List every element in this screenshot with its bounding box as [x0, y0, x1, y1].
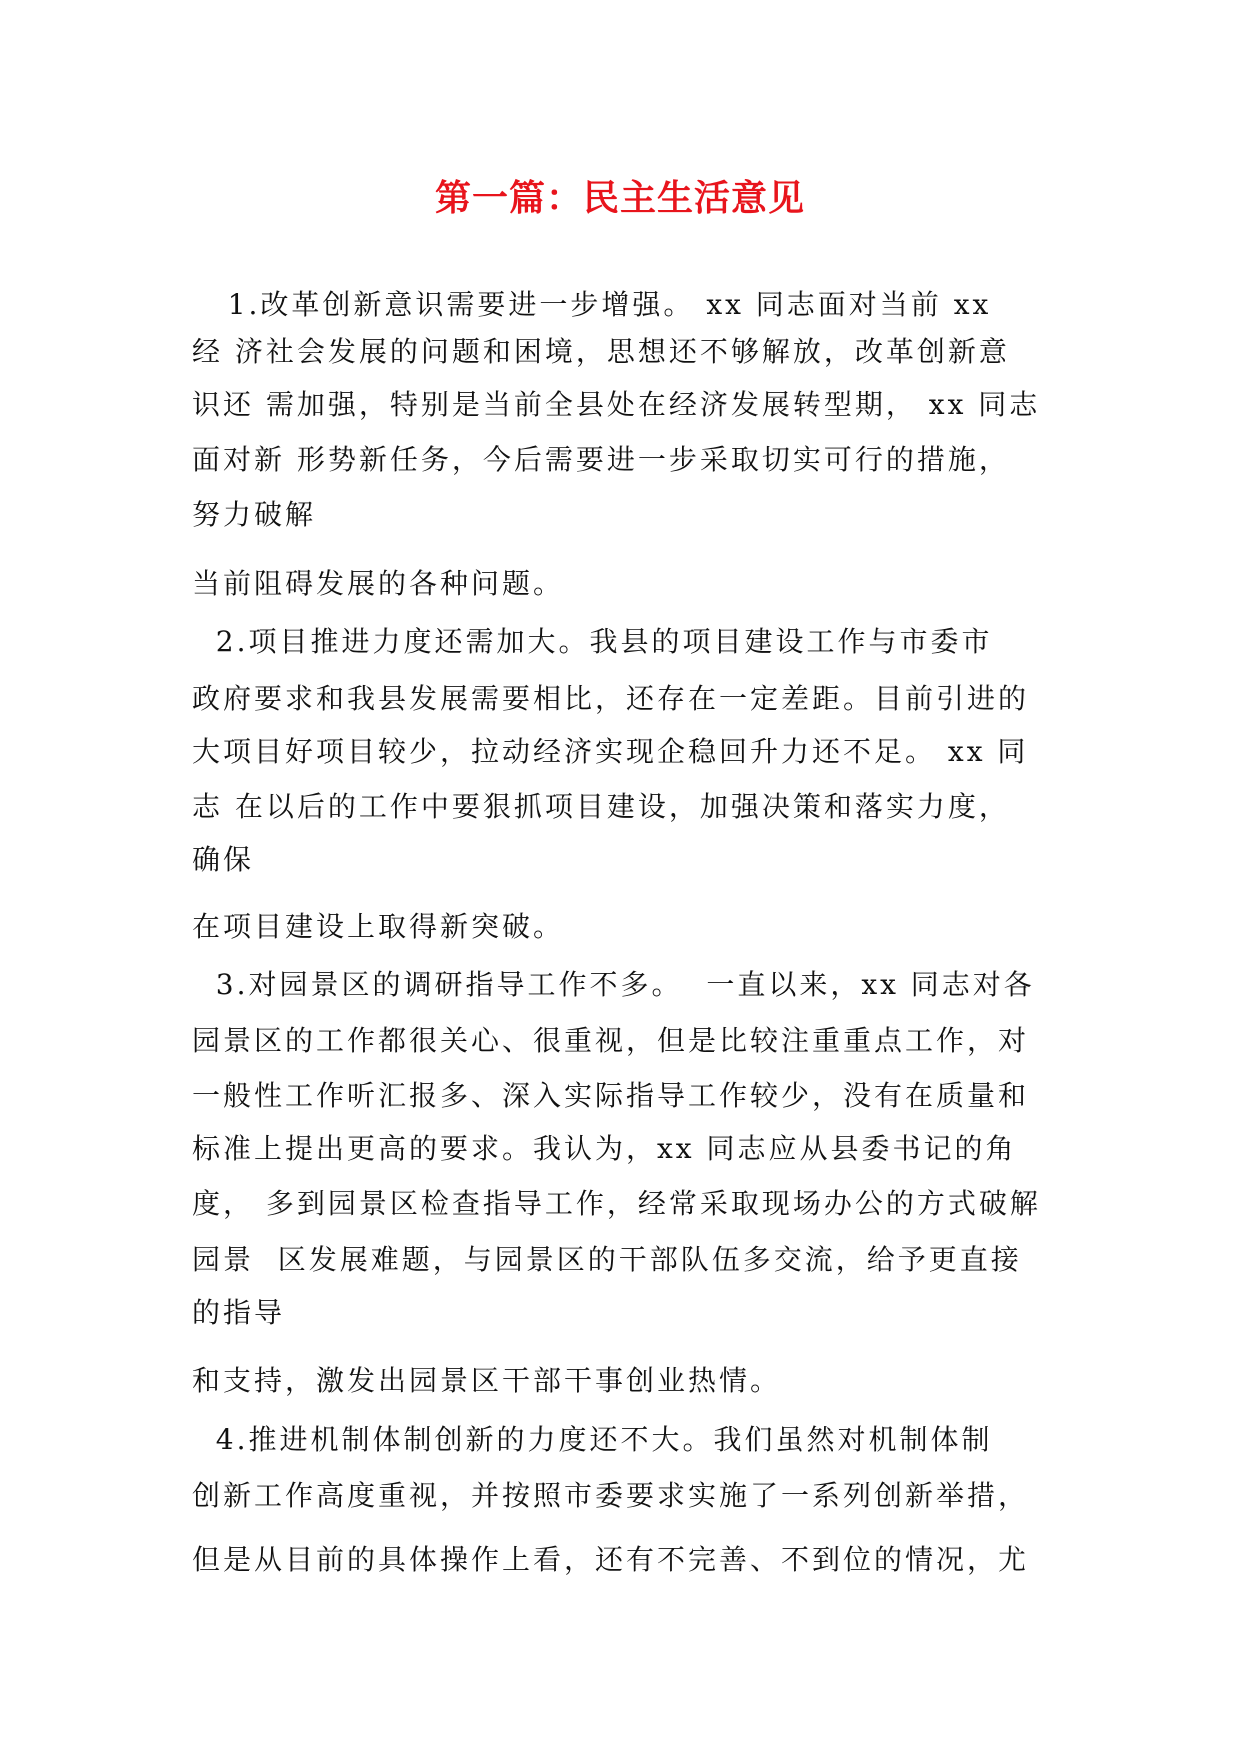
body-line: 和支持，激发出园景区干部干事创业热情。: [192, 1364, 782, 1397]
page-title: 第一篇：民主生活意见: [434, 177, 805, 219]
body-line: 大项目好项目较少，拉动经济实现企稳回升力还不足。 xx 同: [192, 735, 1029, 768]
body-line: 一般性工作听汇报多、深入实际指导工作较少，没有在质量和: [192, 1079, 1030, 1112]
body-line: 1.改革创新意识需要进一步增强。 xx 同志面对当前 xx: [192, 288, 992, 321]
body-line: 园景区的工作都很关心、很重视，但是比较注重重点工作，对: [192, 1024, 1030, 1057]
body-line: 2.项目推进力度还需加大。我县的项目建设工作与市委市: [192, 625, 993, 658]
body-line: 标准上提出更高的要求。我认为，xx 同志应从县委书记的角: [192, 1132, 1017, 1165]
body-line: 园景 区发展难题，与园景区的干部队伍多交流，给予更直接: [192, 1243, 1022, 1276]
body-line: 度， 多到园景区检查指导工作，经常采取现场办公的方式破解: [192, 1187, 1041, 1220]
body-line: 当前阻碍发展的各种问题。: [192, 567, 565, 600]
body-line: 志 在以后的工作中要狠抓项目建设，加强决策和落实力度，: [192, 790, 1010, 823]
body-line: 经 济社会发展的问题和困境，思想还不够解放，改革创新意: [192, 335, 1010, 368]
body-line: 确保: [192, 843, 255, 876]
body-line: 3.对园景区的调研指导工作不多。 一直以来，xx 同志对各: [192, 968, 1035, 1001]
body-line: 的指导: [192, 1296, 286, 1329]
body-line: 努力破解: [192, 498, 317, 531]
body-line: 识还 需加强，特别是当前全县处在经济发展转型期， xx 同志: [192, 388, 1041, 421]
body-line: 但是从目前的具体操作上看，还有不完善、不到位的情况，尤: [192, 1543, 1030, 1576]
body-line: 创新工作高度重视，并按照市委要求实施了一系列创新举措，: [192, 1479, 1030, 1512]
body-line: 政府要求和我县发展需要相比，还存在一定差距。目前引进的: [192, 682, 1030, 715]
body-line: 面对新 形势新任务，今后需要进一步采取切实可行的措施，: [192, 443, 1010, 476]
body-line: 4.推进机制体制创新的力度还不大。我们虽然对机制体制: [192, 1423, 993, 1456]
body-line: 在项目建设上取得新突破。: [192, 910, 565, 943]
